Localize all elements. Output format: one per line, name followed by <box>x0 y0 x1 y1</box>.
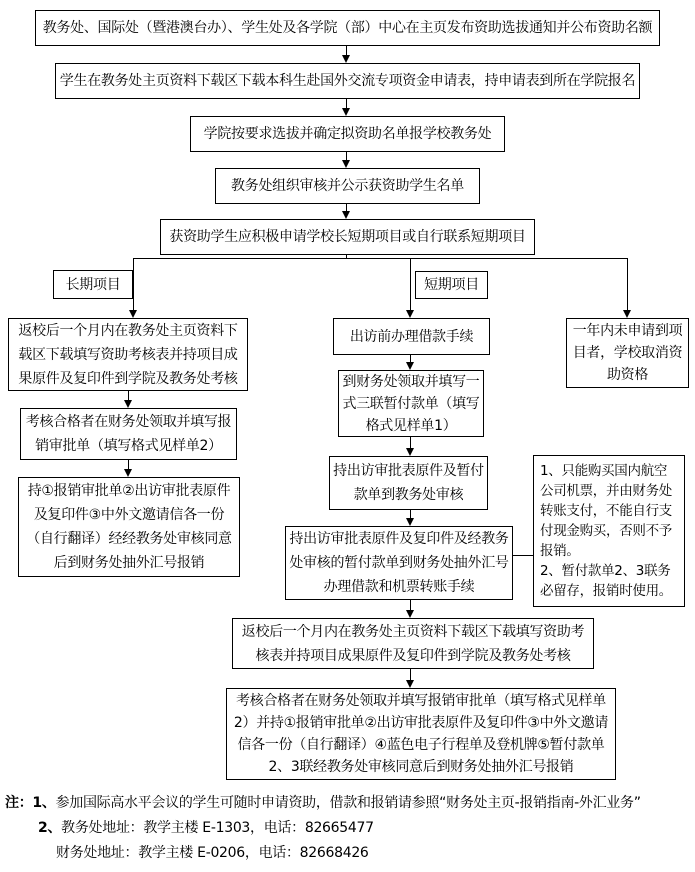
arrow-review-to-apply-icon <box>346 204 347 211</box>
arrow-temp-payment-to-jwc-icon <box>410 437 411 448</box>
arrow-finance-loan-to-return-icon <box>410 600 411 610</box>
footnote-2-number: 2、 <box>38 820 62 836</box>
flow-box-college-selection: 学院按要求选拔并确定拟资助名单报学校教务处 <box>190 116 505 152</box>
flow-box-return-assessment: 返校后一个月内在教务处主页资料下载区下载填写资助考核表并持项目成果原件及复印件到学院及教务处考核 <box>232 618 594 669</box>
arrow-loan-to-temp-payment-icon <box>410 355 411 362</box>
flow-box-cancel-qualification: 一年内未申请到项目者，学校取消资助资格 <box>566 318 689 388</box>
arrow-branch-short-term-icon <box>410 258 411 310</box>
arrow-application-to-selection-icon <box>346 99 347 108</box>
flow-box-finance-loan-ticket: 持出访审批表原件及复印件及经教务处审核的暂付款单到财务处抽外汇号办理借款和机票转账手续 <box>285 526 513 600</box>
arrow-branch-long-term-icon <box>133 258 134 310</box>
flow-box-jwc-review: 持出访审批表原件及暂付款单到教务处审核 <box>329 456 488 510</box>
flow-box-longterm-reimburse-submit: 持①报销审批单②出访审批表原件及复印件③中外文邀请信各一份（自行翻译）经经教务处审核同意后到财务处抽外汇号报销 <box>18 477 240 577</box>
arrow-longterm-assessment-to-form-icon <box>128 391 129 400</box>
flow-box-review-publicity: 教务处组织审核并公示获资助学生名单 <box>215 168 480 204</box>
arrow-branch-no-application-icon <box>627 258 628 310</box>
footnotes <box>5 791 693 866</box>
side-note-item-1: 1、只能购买国内航空公司机票，并由财务处转账支付，不能自行支付现金购买，否则不予报销。 <box>540 463 672 559</box>
footnote-line-1 <box>5 791 693 816</box>
label-short-term-project: 短期项目 <box>415 271 488 299</box>
flow-box-loan-procedure: 出访前办理借款手续 <box>333 318 490 355</box>
flow-box-longterm-reimburse-form: 考核合格者在财务处领取并填写报销审批单（填写格式见样单2） <box>20 408 237 460</box>
arrow-jwc-to-finance-loan-icon <box>410 510 411 518</box>
footnote-2-text: 教务处地址：教学主楼 E-1303，电话：82665477 <box>61 820 374 836</box>
footnote-1-text: 参加国际高水平会议的学生可随时申请资助，借款和报销请参照“财务处主页-报销指南-外汇业务” <box>55 795 641 811</box>
flow-box-announcement: 教务处、国际处（暨港澳台办）、学生处及各学院（部）中心在主页发布资助选拔通知并公布资助名额 <box>35 10 660 46</box>
branch-horizontal-line <box>133 258 627 259</box>
footnote-line-3 <box>5 841 693 866</box>
flow-box-temp-payment-form: 到财务处领取并填写一式三联暂付款单（填写格式见样单1） <box>338 370 484 437</box>
side-note-box <box>533 455 685 607</box>
label-long-term-project: 长期项目 <box>53 270 133 299</box>
side-note-item-2: 2、暂付款单2、3联务必留存，报销时使用。 <box>540 563 672 599</box>
flow-box-student-application: 学生在教务处主页资料下载区下载本科生赴国外交流专项资金申请表，持申请表到所在学院报名 <box>55 63 640 99</box>
flow-box-longterm-assessment: 返校后一个月内在教务处主页资料下载区下载填写资助考核表并持项目成果原件及复印件到学院及教务处考核 <box>8 318 248 391</box>
footnote-3-text: 财务处地址：教学主楼 E-0206，电话：82668426 <box>56 845 369 861</box>
arrow-announcement-to-application-icon <box>346 46 347 55</box>
arrow-return-to-final-icon <box>410 669 411 680</box>
footnote-1-number: 1、 <box>32 795 56 811</box>
note-connector-line <box>513 555 533 556</box>
arrow-longterm-form-to-submit-icon <box>128 460 129 469</box>
arrow-selection-to-review-icon <box>346 152 347 160</box>
footnote-line-2 <box>5 816 693 841</box>
footnote-label: 注： <box>5 795 33 811</box>
flow-box-apply-projects: 获资助学生应积极申请学校长短期项目或自行联系短期项目 <box>160 219 535 255</box>
flow-box-final-reimburse: 考核合格者在财务处领取并填写报销审批单（填写格式见样单2）并持①报销审批单②出访审批表原件及复印件③中外文邀请信各一份（自行翻译）④蓝色电子行程单及登机牌⑤暂付款单2、3联经教务处审核同意后到财务处抽外汇号报销 <box>226 688 616 780</box>
